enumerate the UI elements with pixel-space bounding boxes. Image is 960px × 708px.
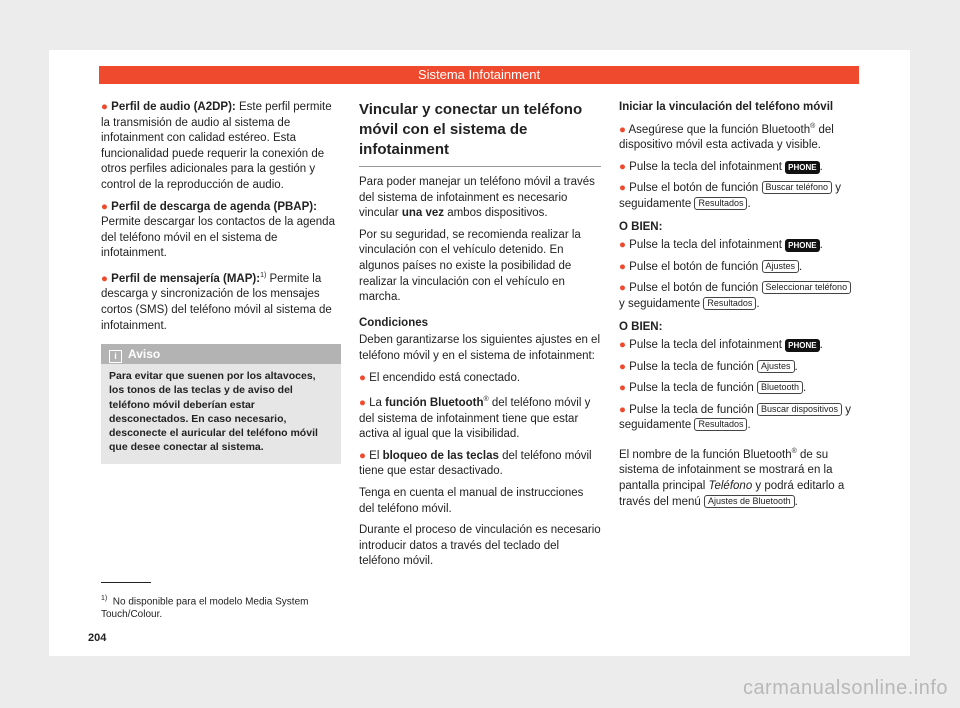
page-number: 204 [88,632,107,644]
map-title: Perfil de mensajería (MAP): [111,272,261,285]
a2dp-paragraph [101,100,341,194]
step [619,403,859,434]
text: El [369,449,383,462]
text: y podrá editarlo a través del menú [619,479,845,508]
text: . [799,260,803,273]
seleccionar-telefono-button[interactable]: Seleccionar teléfono [762,281,852,294]
phone-key[interactable]: PHONE [785,161,819,174]
text: Pulse la tecla del infotainment [629,160,786,173]
text: . [803,382,807,395]
ajustes-button[interactable]: Ajustes [762,260,800,273]
bullet-icon: ● [359,371,366,384]
bluetooth-button[interactable]: Bluetooth [757,381,803,394]
text: Pulse la tecla del infotainment [629,238,786,251]
registered-mark: ® [791,447,797,455]
pairing-title [619,100,859,116]
text: . [819,160,823,173]
map-text: Permite la descarga y sincronización de los mensajes cortos (SMS) del teléfono móvil al sistema de infotainment. [101,272,332,332]
text: . [819,238,823,251]
text: . [747,197,751,210]
text: del dispositivo móvil esta activada y visible. [619,123,834,152]
bullet-icon: ● [619,260,626,273]
text: . [747,419,751,432]
text: ambos dispositivos. [444,207,548,220]
column-left [101,100,341,464]
bullet-icon: ● [619,182,626,195]
buscar-telefono-button[interactable]: Buscar teléfono [762,181,833,194]
bullet-icon: ● [619,282,626,295]
text: del teléfono móvil y del sistema de infotainment tiene que estar activa al igual que la visibilidad. [359,396,591,441]
safety-paragraph: Por su seguridad, se recomienda realizar la vinculación con el vehículo detenido. En algunos países no existe la posibilidad de realizar la vinculación con el vehículo en marcha. [359,228,581,304]
step [619,119,859,154]
phone-key[interactable]: PHONE [785,339,819,352]
watermark: carmanualsonline.info [742,677,948,699]
text: Asegúrese que la función Bluetooth [628,123,811,136]
text: Pulse la tecla del infotainment [629,338,786,351]
notice-box [101,344,341,464]
text: . [819,338,823,351]
or-label [619,320,859,336]
resultados-button[interactable]: Resultados [694,197,747,210]
conditions-title [359,316,601,332]
bullet-icon: ● [101,101,108,113]
text: . [756,297,760,310]
step [619,260,859,276]
text: . [794,360,798,373]
condition-item [359,449,601,480]
text: Pulse el botón de función [629,182,762,195]
text: y seguidamente [619,182,842,210]
footnote-divider [101,582,151,583]
info-icon: i [109,350,122,363]
emphasis: función Bluetooth [385,396,484,409]
emphasis: bloqueo de las teclas [382,449,499,462]
step [619,360,859,376]
pbap-text: Permite descargar los contactos de la agenda del teléfono móvil en el sistema de infotainment. [101,216,335,260]
bullet-icon: ● [619,382,626,395]
pbap-paragraph [101,200,341,262]
pairing-heading: Iniciar la vinculación del teléfono móvil [619,101,834,113]
step [619,181,859,212]
ajustes-button[interactable]: Ajustes [757,360,795,373]
bullet-icon: ● [619,238,626,251]
text: de su sistema de infotainment se mostrará en la pantalla principal [619,448,833,492]
notice-text: Para evitar que suenen por los altavoces, los tonos de las teclas y de aviso del teléfono móvil deberían estar desconectados. En caso necesario, desconecte el auricular del teléfono móvil que desee conectar al sistema. [109,370,318,454]
text: . [794,495,798,508]
resultados-button[interactable]: Resultados [703,297,756,310]
registered-mark: ® [483,396,489,404]
conditions-text: Deben garantizarse los siguientes ajustes en el teléfono móvil y en el sistema de infotainment: [359,334,601,362]
keyboard-paragraph: Durante el proceso de vinculación es necesario introducir datos a través del teclado del teléfono móvil. [359,524,601,568]
text: Pulse el botón de función [629,282,762,295]
notice-title: Aviso [128,347,161,362]
emphasis: una vez [401,207,445,220]
bullet-icon: ● [619,160,626,173]
map-paragraph [101,268,341,334]
conditions-heading: Condiciones [359,316,429,329]
step [619,338,859,354]
text: del teléfono móvil tiene que estar desactivado. [359,449,592,478]
a2dp-title: Perfil de audio (A2DP): [111,101,236,113]
intro-paragraph [359,175,601,222]
notice-header [101,344,341,364]
step [619,160,859,176]
text: Para poder manejar un teléfono móvil a través del sistema de infotainment es necesario vincular [359,176,595,220]
text: El encendido está conectado. [369,371,521,384]
bullet-icon: ● [619,338,626,351]
bullet-icon: ● [619,123,626,136]
footnote-mark: 1) [260,271,267,279]
or-text: O BIEN: [619,221,663,234]
bullet-icon: ● [619,403,626,416]
bullet-icon: ● [101,272,108,285]
bullet-icon: ● [359,396,366,409]
condition-item [359,371,601,387]
section-title: Vincular y conectar un teléfono móvil con el sistema de infotainment [359,100,601,167]
manual-paragraph: Tenga en cuenta el manual de instrucciones del teléfono móvil. [359,486,584,515]
emphasis: Teléfono [708,479,753,492]
pbap-title: Perfil de descarga de agenda (PBAP): [111,200,317,213]
or-text: O BIEN: [619,321,663,334]
footnote-mark: 1) [101,595,108,602]
or-label [619,220,859,236]
text: y seguidamente [619,297,704,310]
footnote-text: No disponible para el modelo Media System Touch/Colour. [101,596,309,621]
section-header: Sistema Infotainment [99,66,859,84]
step [619,381,859,397]
column-middle [359,100,601,576]
ajustes-bluetooth-button[interactable]: Ajustes de Bluetooth [704,495,795,508]
registered-mark: ® [810,122,816,130]
step [619,281,859,312]
bullet-icon: ● [101,200,108,213]
a2dp-text: Este perfil permite la transmisión de audio al sistema de infotainment con calidad estéreo. Esta funcionalidad puede requerir la conexión de otros perfiles adicionales para la gestión y control de la reproducción de audio. [101,101,332,191]
phone-key[interactable]: PHONE [785,239,819,252]
text: Pulse la tecla de función [629,360,758,373]
column-right [619,100,859,516]
buscar-dispositivos-button[interactable]: Buscar dispositivos [757,403,842,416]
condition-item [359,392,601,443]
text: El nombre de la función Bluetooth [619,448,792,461]
footnote [101,592,341,621]
step [619,238,859,254]
text: Pulse la tecla de función [629,382,758,395]
bullet-icon: ● [619,360,626,373]
text: La [369,396,386,409]
resultados-button[interactable]: Resultados [694,418,747,431]
bullet-icon: ● [359,449,366,462]
text: y seguidamente [619,403,852,432]
text: Pulse la tecla de función [629,403,758,416]
text: Pulse el botón de función [629,260,762,273]
final-paragraph [619,444,859,510]
